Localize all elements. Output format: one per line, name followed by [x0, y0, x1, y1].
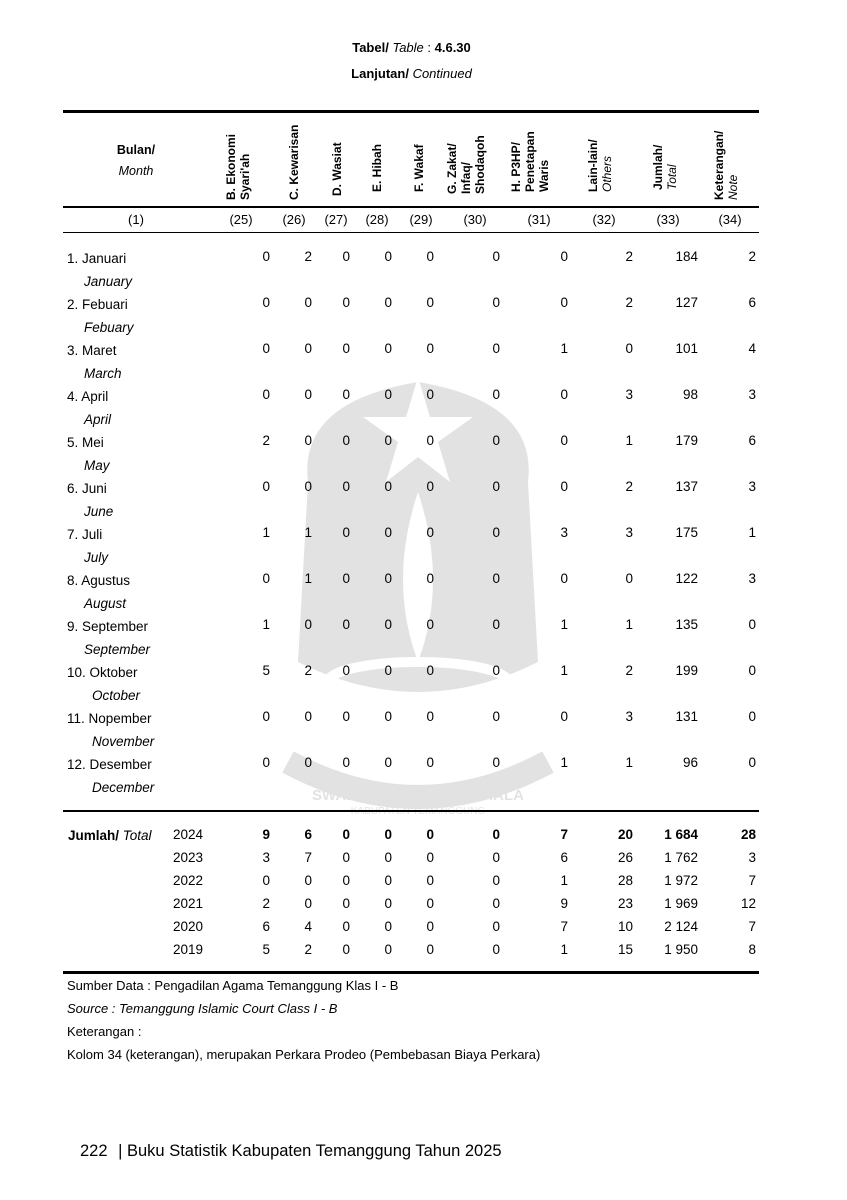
totals-cell: 0 — [492, 896, 500, 911]
month-name-en: May — [84, 458, 110, 473]
table-title: Tabel/ Table : 4.6.30 — [352, 40, 471, 55]
totals-cell: 7 — [560, 827, 568, 842]
totals-cell: 9 — [560, 896, 568, 911]
month-name-en: January — [84, 274, 133, 289]
totals-cell: 28 — [740, 827, 756, 842]
table-cell: 0 — [262, 387, 270, 402]
table-cell: 3 — [625, 525, 633, 540]
table-cell: 0 — [342, 433, 350, 448]
table-cell: 0 — [625, 571, 633, 586]
table-cell: 0 — [748, 617, 756, 632]
totals-cell: 12 — [740, 896, 756, 911]
totals-cell: 0 — [342, 942, 350, 957]
totals-cell: 0 — [426, 850, 434, 865]
month-name-id: 12. Desember — [67, 757, 152, 772]
table-cell: 0 — [492, 479, 500, 494]
table-cell: 0 — [426, 571, 434, 586]
table-cell: 1 — [304, 525, 312, 540]
month-name-id: 2. Febuari — [67, 297, 128, 312]
source-id: Sumber Data : Pengadilan Agama Temanggung Klas I - B — [67, 978, 399, 993]
table-cell: 2 — [625, 663, 633, 678]
top-rule — [63, 110, 759, 113]
table-cell: 0 — [342, 709, 350, 724]
table-cell: 0 — [560, 387, 568, 402]
table-cell: 3 — [560, 525, 568, 540]
table-cell: 0 — [426, 249, 434, 264]
table-cell: 2 — [625, 249, 633, 264]
header-col28: E. Hibah — [370, 143, 384, 192]
month-name-en: June — [84, 504, 114, 519]
table-cell: 0 — [426, 479, 434, 494]
totals-cell: 0 — [342, 919, 350, 934]
kolom34-note: Kolom 34 (keterangan), merupakan Perkara Prodeo (Pembebasan Biaya Perkara) — [67, 1047, 541, 1062]
totals-cell: 1 950 — [664, 942, 698, 957]
header-col30: G. Zakat/ Infaq/ Shodaqoh — [445, 135, 487, 194]
table-cell: 0 — [262, 249, 270, 264]
table-cell: 0 — [426, 387, 434, 402]
table-cell: 0 — [342, 525, 350, 540]
month-name-id: 4. April — [67, 389, 109, 404]
table-cell: 0 — [342, 295, 350, 310]
totals-cell: 6 — [304, 827, 312, 842]
table-cell: 0 — [560, 709, 568, 724]
table-cell: 1 — [262, 617, 270, 632]
table-cell: 0 — [304, 295, 312, 310]
table-cell: 0 — [262, 709, 270, 724]
month-name-id: 8. Agustus — [67, 573, 131, 588]
totals-cell: 7 — [560, 919, 568, 934]
totals-cell: 26 — [617, 850, 633, 865]
colnum-34: (34) — [718, 212, 742, 227]
table-cell: 0 — [560, 433, 568, 448]
table-cell: 0 — [748, 709, 756, 724]
table-cell: 0 — [426, 755, 434, 770]
table-cell: 2 — [262, 433, 270, 448]
table-cell: 0 — [384, 571, 392, 586]
totals-cell: 1 684 — [664, 827, 698, 842]
month-name-id: 11. Nopember — [67, 711, 152, 726]
month-name-en: August — [84, 596, 127, 611]
table-cell: 1 — [560, 663, 568, 678]
colnum-33: (33) — [656, 212, 680, 227]
table-cell: 0 — [384, 663, 392, 678]
table-cell: 0 — [426, 433, 434, 448]
table-cell: 101 — [675, 341, 698, 356]
table-cell: 0 — [492, 295, 500, 310]
table-cell: 0 — [384, 709, 392, 724]
table-cell: 0 — [384, 341, 392, 356]
table-cell: 0 — [384, 295, 392, 310]
table-cell: 0 — [262, 755, 270, 770]
month-name-id: 7. Juli — [67, 527, 103, 542]
footer-text: | Buku Statistik Kabupaten Temanggung Tahun 2025 — [118, 1142, 502, 1160]
table-cell: 6 — [748, 295, 756, 310]
table-cell: 2 — [625, 479, 633, 494]
totals-cell: 0 — [492, 827, 500, 842]
table-cell: 0 — [384, 387, 392, 402]
totals-cell: 0 — [304, 873, 312, 888]
table-cell: 0 — [492, 525, 500, 540]
totals-year: 2023 — [173, 850, 204, 865]
totals-cell: 0 — [342, 896, 350, 911]
header-col34: Keterangan/ Note — [712, 130, 740, 200]
table-cell: 0 — [304, 387, 312, 402]
totals-cell: 15 — [617, 942, 633, 957]
colnum-25: (25) — [229, 212, 253, 227]
totals-cell: 4 — [304, 919, 312, 934]
totals-cell: 2 — [304, 942, 312, 957]
totals-rule — [63, 810, 759, 812]
table-cell: 1 — [625, 433, 633, 448]
table-cell: 0 — [262, 479, 270, 494]
table-cell: 0 — [492, 617, 500, 632]
table-cell: 0 — [342, 617, 350, 632]
table-cell: 1 — [625, 617, 633, 632]
table-cell: 0 — [342, 341, 350, 356]
totals-cell: 0 — [426, 827, 434, 842]
month-name-id: 3. Maret — [67, 343, 117, 358]
table-cell: 0 — [304, 433, 312, 448]
table-cell: 3 — [748, 571, 756, 586]
totals-cell: 0 — [262, 873, 270, 888]
table-cell: 184 — [675, 249, 698, 264]
table-cell: 0 — [560, 479, 568, 494]
table-cell: 4 — [748, 341, 756, 356]
table-cell: 0 — [342, 387, 350, 402]
month-name-en: September — [84, 642, 151, 657]
totals-cell: 0 — [384, 873, 392, 888]
table-cell: 137 — [675, 479, 698, 494]
table-cell: 0 — [492, 571, 500, 586]
table-cell: 1 — [748, 525, 756, 540]
table-cell: 6 — [748, 433, 756, 448]
table-cell: 0 — [342, 479, 350, 494]
table-cell: 0 — [492, 709, 500, 724]
table-cell: 0 — [560, 249, 568, 264]
table-cell: 1 — [304, 571, 312, 586]
table-cell: 0 — [384, 479, 392, 494]
table-cell: 0 — [426, 617, 434, 632]
table-cell: 175 — [675, 525, 698, 540]
colnum-26: (26) — [282, 212, 306, 227]
totals-cell: 3 — [748, 850, 756, 865]
totals-cell: 0 — [426, 942, 434, 957]
table-cell: 0 — [342, 249, 350, 264]
table-cell: 0 — [342, 755, 350, 770]
totals-cell: 1 972 — [664, 873, 698, 888]
colnum-27: (27) — [324, 212, 348, 227]
month-label — [67, 293, 134, 339]
totals-cell: 0 — [426, 919, 434, 934]
header-col33: Jumlah/ Total — [651, 144, 679, 190]
month-name-en: April — [84, 412, 112, 427]
table-cell: 1 — [560, 755, 568, 770]
month-name-en: July — [84, 550, 109, 565]
header-rule — [63, 206, 759, 208]
totals-label: Jumlah/ Total — [68, 828, 152, 843]
table-cell: 0 — [384, 249, 392, 264]
totals-cell: 0 — [384, 827, 392, 842]
month-label — [67, 753, 154, 799]
totals-cell: 0 — [342, 850, 350, 865]
header-col25: B. Ekonomi Syari'ah — [224, 133, 252, 200]
totals-cell: 1 — [560, 873, 568, 888]
colnum-rule — [63, 232, 759, 233]
totals-cell: 3 — [262, 850, 270, 865]
month-name-id: 1. Januari — [67, 251, 127, 266]
month-name-id: 5. Mei — [67, 435, 104, 450]
totals-cell: 0 — [342, 827, 350, 842]
month-name-en: December — [92, 780, 155, 795]
totals-cell: 0 — [492, 942, 500, 957]
totals-cell: 1 762 — [664, 850, 698, 865]
totals-cell: 5 — [262, 942, 270, 957]
month-label — [67, 661, 140, 707]
totals-year: 2019 — [173, 942, 204, 957]
totals-cell: 8 — [748, 942, 756, 957]
table-cell: 5 — [262, 663, 270, 678]
table-cell: 0 — [262, 571, 270, 586]
month-name-en: November — [92, 734, 155, 749]
source-en: Source : Temanggung Islamic Court Class I - B — [67, 1001, 338, 1016]
table-cell: 179 — [675, 433, 698, 448]
totals-cell: 0 — [426, 896, 434, 911]
table-cell: 1 — [625, 755, 633, 770]
table-cell: 0 — [426, 709, 434, 724]
table-cell: 0 — [492, 387, 500, 402]
totals-year: 2021 — [173, 896, 204, 911]
table-cell: 122 — [675, 571, 698, 586]
month-label — [67, 431, 110, 477]
table-cell: 3 — [748, 387, 756, 402]
table-cell: 0 — [384, 617, 392, 632]
page-footer — [80, 1142, 502, 1161]
month-name-id: 10. Oktober — [67, 665, 138, 680]
table-cell: 0 — [384, 525, 392, 540]
table-cell: 0 — [262, 341, 270, 356]
totals-cell: 0 — [492, 850, 500, 865]
month-label — [67, 385, 111, 431]
colnum-30: (30) — [463, 212, 487, 227]
totals-cell: 0 — [492, 919, 500, 934]
totals-cell: 28 — [617, 873, 633, 888]
table-cell: 0 — [384, 433, 392, 448]
month-name-en: October — [92, 688, 141, 703]
table-cell: 0 — [625, 341, 633, 356]
table-cell: 0 — [304, 617, 312, 632]
month-label — [67, 615, 150, 661]
month-label — [67, 707, 154, 753]
totals-cell: 0 — [384, 850, 392, 865]
table-cell: 0 — [426, 295, 434, 310]
totals-year: 2020 — [173, 919, 204, 934]
totals-cell: 0 — [304, 896, 312, 911]
table-cell: 0 — [342, 663, 350, 678]
month-label — [67, 339, 122, 385]
table-cell: 1 — [262, 525, 270, 540]
table-cell: 0 — [492, 755, 500, 770]
table-cell: 3 — [748, 479, 756, 494]
table-cell: 2 — [625, 295, 633, 310]
bottom-rule — [63, 971, 759, 974]
colnum-32: (32) — [592, 212, 616, 227]
table-cell: 135 — [675, 617, 698, 632]
table-cell: 0 — [304, 341, 312, 356]
table-cell: 127 — [675, 295, 698, 310]
totals-cell: 0 — [342, 873, 350, 888]
totals-cell: 0 — [384, 919, 392, 934]
table-cell: 0 — [304, 479, 312, 494]
watermark-line1: SWADAYA BHINNEKA PHALA — [312, 787, 524, 804]
month-label — [67, 477, 113, 523]
month-label — [67, 523, 108, 569]
totals-cell: 0 — [384, 942, 392, 957]
month-label — [67, 247, 132, 293]
table-cell: 0 — [492, 663, 500, 678]
header-col29: F. Wakaf — [412, 144, 426, 192]
totals-cell: 20 — [617, 827, 633, 842]
table-cell: 0 — [384, 755, 392, 770]
table-cell: 0 — [492, 433, 500, 448]
header-col27: D. Wasiat — [330, 142, 344, 196]
totals-cell: 23 — [617, 896, 633, 911]
table-cell: 0 — [426, 341, 434, 356]
colnum-28: (28) — [365, 212, 389, 227]
totals-cell: 0 — [384, 896, 392, 911]
table-cell: 2 — [304, 249, 312, 264]
totals-cell: 0 — [426, 873, 434, 888]
table-cell: 0 — [748, 663, 756, 678]
totals-year: 2024 — [173, 827, 204, 842]
table-cell: 0 — [262, 295, 270, 310]
totals-cell: 6 — [262, 919, 270, 934]
header-col26: C. Kewarisan — [287, 124, 301, 200]
month-label — [67, 569, 130, 615]
totals-cell: 1 969 — [664, 896, 698, 911]
table-cell: 3 — [625, 709, 633, 724]
table-cell: 1 — [560, 617, 568, 632]
month-name-en: Febuary — [84, 320, 134, 335]
header-col31: H. P3HP/ Penetapan Waris — [509, 131, 551, 192]
totals-year: 2022 — [173, 873, 204, 888]
header-col32: Lain-lain/ Others — [586, 139, 614, 192]
table-subtitle: Lanjutan/ Continued — [351, 66, 472, 81]
colnum-31: (31) — [527, 212, 551, 227]
totals-cell: 7 — [304, 850, 312, 865]
table-cell: 0 — [304, 755, 312, 770]
month-name-id: 6. Juni — [67, 481, 107, 496]
table-cell: 2 — [748, 249, 756, 264]
keterangan-label: Keterangan : — [67, 1024, 142, 1039]
totals-cell: 2 124 — [664, 919, 698, 934]
month-name-en: March — [84, 366, 122, 381]
totals-cell: 10 — [617, 919, 633, 934]
table-cell: 1 — [560, 341, 568, 356]
totals-cell: 1 — [560, 942, 568, 957]
table-cell: 0 — [342, 571, 350, 586]
colnum-1: (1) — [128, 212, 144, 227]
totals-cell: 6 — [560, 850, 568, 865]
table-cell: 2 — [304, 663, 312, 678]
totals-cell: 2 — [262, 896, 270, 911]
totals-cell: 0 — [492, 873, 500, 888]
table-cell: 131 — [675, 709, 698, 724]
totals-cell: 7 — [748, 873, 756, 888]
table-cell: 3 — [625, 387, 633, 402]
table-cell: 0 — [426, 663, 434, 678]
table-cell: 0 — [748, 755, 756, 770]
colnum-29: (29) — [409, 212, 433, 227]
table-cell: 0 — [492, 249, 500, 264]
table-cell: 0 — [560, 295, 568, 310]
page-number: 222 — [80, 1142, 108, 1160]
totals-cell: 9 — [262, 827, 270, 842]
totals-cell: 7 — [748, 919, 756, 934]
table-cell: 98 — [682, 387, 698, 402]
header-month: Bulan/ Month — [116, 143, 156, 178]
table-cell: 199 — [675, 663, 698, 678]
table-cell: 0 — [426, 525, 434, 540]
regency-seal-watermark — [268, 362, 568, 822]
table-cell: 0 — [304, 709, 312, 724]
table-cell: 0 — [492, 341, 500, 356]
table-cell: 0 — [560, 571, 568, 586]
table-cell: 96 — [682, 755, 698, 770]
month-name-id: 9. September — [67, 619, 149, 634]
